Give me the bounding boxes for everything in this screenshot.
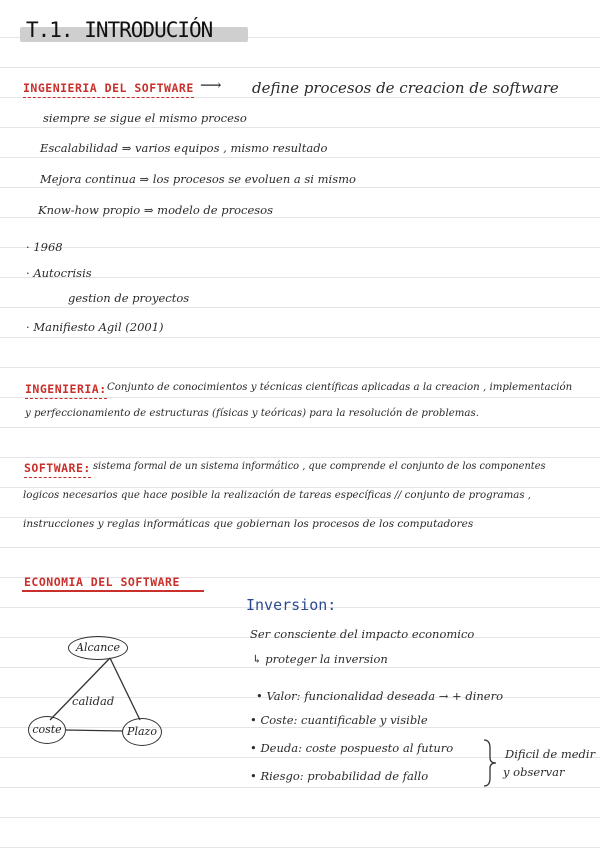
node-plazo: Plazo xyxy=(122,718,162,746)
ingenieria-line-2: y perfeccionamiento de estructuras (físicas y teóricas) para la resolución de problemas. xyxy=(25,408,479,419)
ing-software-line-4: Know-how propio ⇒ modelo de procesos xyxy=(38,203,274,217)
software-line-3: instrucciones y reglas informáticas que gobiernan los procesos de los computadores xyxy=(23,518,474,530)
triangle-edge-bottom xyxy=(65,730,123,731)
ing-software-arrow: ⟶ xyxy=(200,76,222,94)
ing-software-line-1: siempre se sigue el mismo proceso xyxy=(43,111,247,125)
ingenieria-label: INGENIERIA: xyxy=(25,382,107,399)
triangle-edge-right xyxy=(110,658,140,720)
inversion-heading: Inversion: xyxy=(246,596,337,614)
history-sub: gestion de proyectos xyxy=(68,291,190,305)
ing-software-line-2: Escalabilidad ⇒ varios equipos , mismo resultado xyxy=(40,141,328,155)
triangle-edge-left xyxy=(50,658,110,720)
inversion-line-1: Ser consciente del impacto economico xyxy=(250,627,475,641)
inversion-line-2: ↳ proteger la inversion xyxy=(252,652,388,666)
ing-software-label: INGENIERIA DEL SOFTWARE xyxy=(23,81,194,98)
history-bullet-1968: · 1968 xyxy=(26,240,63,254)
ing-software-line-3: Mejora continua ⇒ los procesos se evoluen a si mismo xyxy=(40,172,356,186)
brace-note-1: Dificil de medir xyxy=(505,747,596,761)
software-line-1: sistema formal de un sistema informático , que comprende el conjunto de los componentes xyxy=(93,461,546,472)
economia-underline xyxy=(22,590,204,592)
ing-software-definition: define procesos de creacion de software xyxy=(252,79,559,97)
inversion-item-coste: • Coste: cuantificable y visible xyxy=(250,713,428,727)
history-bullet-autocrisis: · Autocrisis xyxy=(26,266,92,280)
ingenieria-line-1: Conjunto de conocimientos y técnicas científicas aplicadas a la creacion , implementación xyxy=(107,382,573,393)
node-coste: coste xyxy=(28,716,66,744)
brace-icon xyxy=(480,738,500,788)
software-label: SOFTWARE: xyxy=(24,461,91,478)
inversion-item-deuda: • Deuda: coste pospuesto al futuro xyxy=(250,741,454,755)
economia-label: ECONOMIA DEL SOFTWARE xyxy=(24,575,180,589)
inversion-item-riesgo: • Riesgo: probabilidad de fallo xyxy=(250,769,429,783)
brace-note-2: y observar xyxy=(503,765,565,779)
software-line-2: logicos necesarios que hace posible la realización de tareas específicas // conjunto de programas , xyxy=(23,490,532,501)
node-alcance: Alcance xyxy=(68,636,128,660)
inversion-item-valor: • Valor: funcionalidad deseada → + dinero xyxy=(256,689,504,703)
history-manifesto: · Manifiesto Agil (2001) xyxy=(26,320,164,334)
page-title: T.1. INTRODUCIÓN xyxy=(26,18,213,42)
node-calidad: calidad xyxy=(72,694,115,708)
